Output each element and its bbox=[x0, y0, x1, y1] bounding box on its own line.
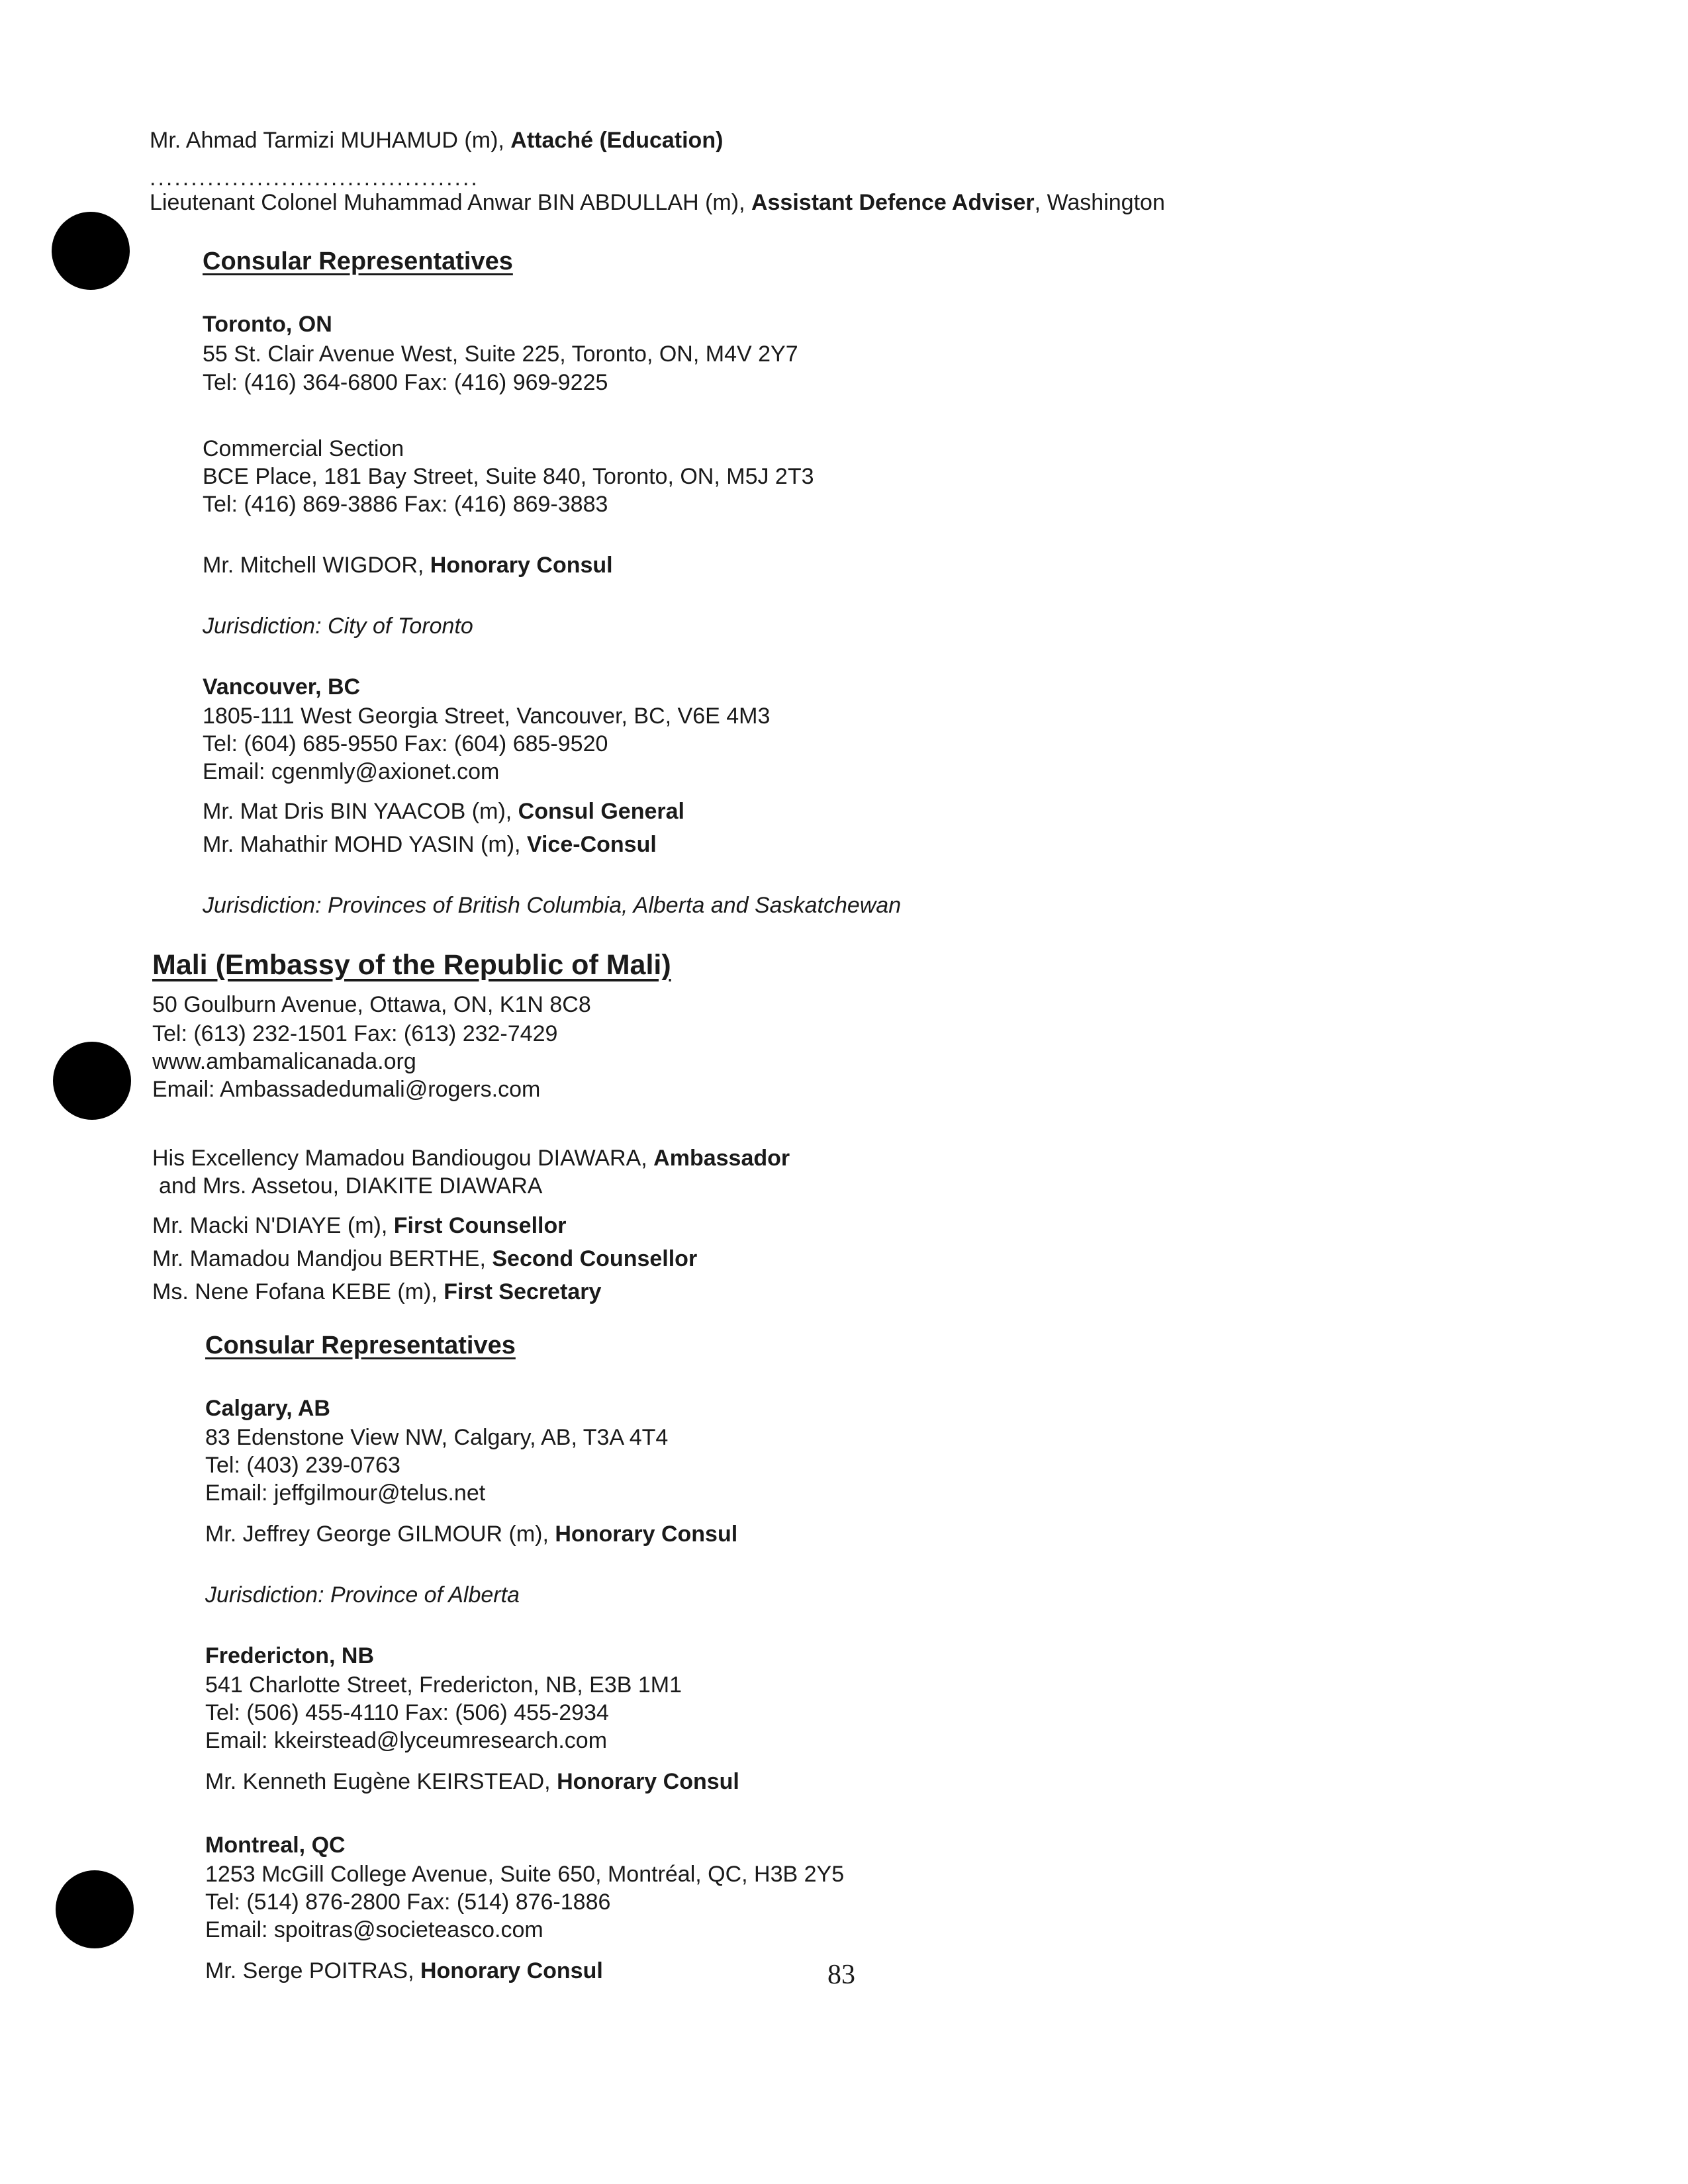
staff-title: Vice-Consul bbox=[526, 832, 657, 857]
jurisdiction-line: Jurisdiction: Provinces of British Columbia, Alberta and Saskatchewan bbox=[203, 893, 902, 918]
country-heading: Mali (Embassy of the Republic of Mali) bbox=[152, 949, 671, 981]
city-heading: Toronto, ON bbox=[203, 312, 332, 337]
staff-title: Honorary Consul bbox=[557, 1769, 739, 1794]
staff-name: Lieutenant Colonel Muhammad Anwar BIN ABDULLAH (m), bbox=[150, 190, 751, 215]
section-heading: Consular Representatives bbox=[205, 1332, 516, 1359]
staff-title: Honorary Consul bbox=[430, 553, 613, 578]
address-line: 55 St. Clair Avenue West, Suite 225, Toronto, ON, M4V 2Y7 bbox=[203, 341, 798, 367]
page-number: 83 bbox=[827, 1960, 855, 1990]
city-heading: Calgary, AB bbox=[205, 1396, 330, 1421]
staff-line bbox=[203, 798, 684, 825]
email-line: Email: Ambassadedumali@rogers.com bbox=[152, 1077, 541, 1102]
staff-line bbox=[152, 1212, 566, 1239]
email-line: Email: spoitras@societeasco.com bbox=[205, 1917, 543, 1942]
staff-line bbox=[150, 127, 723, 154]
phone-line: Tel: (506) 455-4110 Fax: (506) 455-2934 bbox=[205, 1700, 609, 1725]
staff-title: First Secretary bbox=[444, 1279, 602, 1304]
email-line: Email: jeffgilmour@telus.net bbox=[205, 1480, 486, 1506]
jurisdiction-line: Jurisdiction: Province of Alberta bbox=[205, 1582, 520, 1608]
phone-line: Tel: (514) 876-2800 Fax: (514) 876-1886 bbox=[205, 1889, 611, 1915]
staff-line bbox=[150, 189, 1165, 216]
staff-name: Mr. Kenneth Eugène KEIRSTEAD, bbox=[205, 1769, 557, 1794]
staff-title: Honorary Consul bbox=[555, 1522, 738, 1547]
address-line: 50 Goulburn Avenue, Ottawa, ON, K1N 8C8 bbox=[152, 992, 591, 1017]
staff-name: Mr. Mitchell WIGDOR, bbox=[203, 553, 430, 578]
staff-location: , Washington bbox=[1034, 190, 1165, 215]
phone-line: Tel: (416) 364-6800 Fax: (416) 969-9225 bbox=[203, 370, 608, 395]
spouse-line: and Mrs. Assetou, DIAKITE DIAWARA bbox=[159, 1173, 543, 1199]
punch-hole-top bbox=[52, 212, 130, 290]
address-line: 1805-111 West Georgia Street, Vancouver, BC, V6E 4M3 bbox=[203, 704, 771, 729]
staff-title: First Counsellor bbox=[393, 1213, 567, 1238]
staff-name: Mr. Ahmad Tarmizi MUHAMUD (m), bbox=[150, 128, 511, 153]
staff-title: Assistant Defence Adviser bbox=[751, 190, 1035, 215]
staff-name: Mr. Mahathir MOHD YASIN (m), bbox=[203, 832, 527, 857]
phone-line: Tel: (604) 685-9550 Fax: (604) 685-9520 bbox=[203, 731, 608, 756]
dotted-separator: ........................................ bbox=[150, 165, 479, 191]
phone-line: Tel: (403) 239-0763 bbox=[205, 1453, 400, 1478]
staff-line bbox=[152, 1246, 697, 1272]
phone-line: Tel: (613) 232-1501 Fax: (613) 232-7429 bbox=[152, 1021, 558, 1046]
staff-title: Consul General bbox=[518, 799, 684, 824]
staff-title: Attaché (Education) bbox=[510, 128, 724, 153]
staff-name: Mr. Mamadou Mandjou BERTHE, bbox=[152, 1246, 492, 1271]
staff-title: Honorary Consul bbox=[420, 1958, 603, 1983]
staff-line bbox=[152, 1145, 790, 1171]
staff-name: Mr. Jeffrey George GILMOUR (m), bbox=[205, 1522, 555, 1547]
staff-line bbox=[205, 1768, 739, 1795]
section-label: Commercial Section bbox=[203, 436, 404, 461]
section-heading: Consular Representatives bbox=[203, 248, 513, 275]
staff-line bbox=[205, 1521, 737, 1547]
staff-name: Ms. Nene Fofana KEBE (m), bbox=[152, 1279, 444, 1304]
jurisdiction-line: Jurisdiction: City of Toronto bbox=[203, 614, 473, 639]
staff-title: Second Counsellor bbox=[492, 1246, 698, 1271]
staff-line bbox=[203, 552, 613, 578]
punch-hole-middle bbox=[53, 1042, 131, 1120]
address-line: 541 Charlotte Street, Fredericton, NB, E3B 1M1 bbox=[205, 1672, 682, 1698]
punch-hole-bottom bbox=[56, 1870, 134, 1948]
email-line: Email: cgenmly@axionet.com bbox=[203, 759, 500, 784]
website-line: www.ambamalicanada.org bbox=[152, 1049, 416, 1074]
address-line: 1253 McGill College Avenue, Suite 650, Montréal, QC, H3B 2Y5 bbox=[205, 1862, 845, 1887]
phone-line: Tel: (416) 869-3886 Fax: (416) 869-3883 bbox=[203, 492, 608, 517]
address-line: BCE Place, 181 Bay Street, Suite 840, Toronto, ON, M5J 2T3 bbox=[203, 464, 814, 489]
city-heading: Montreal, QC bbox=[205, 1833, 346, 1858]
staff-line bbox=[205, 1958, 603, 1984]
city-heading: Vancouver, BC bbox=[203, 674, 361, 700]
staff-name: His Excellency Mamadou Bandiougou DIAWARA, bbox=[152, 1146, 654, 1171]
staff-name: Mr. Serge POITRAS, bbox=[205, 1958, 420, 1983]
staff-name: Mr. Macki N'DIAYE (m), bbox=[152, 1213, 394, 1238]
staff-title: Ambassador bbox=[653, 1146, 790, 1171]
staff-name: Mr. Mat Dris BIN YAACOB (m), bbox=[203, 799, 518, 824]
email-line: Email: kkeirstead@lyceumresearch.com bbox=[205, 1728, 608, 1753]
staff-line bbox=[203, 831, 657, 858]
staff-line bbox=[152, 1279, 601, 1305]
city-heading: Fredericton, NB bbox=[205, 1643, 375, 1668]
address-line: 83 Edenstone View NW, Calgary, AB, T3A 4T4 bbox=[205, 1425, 669, 1450]
